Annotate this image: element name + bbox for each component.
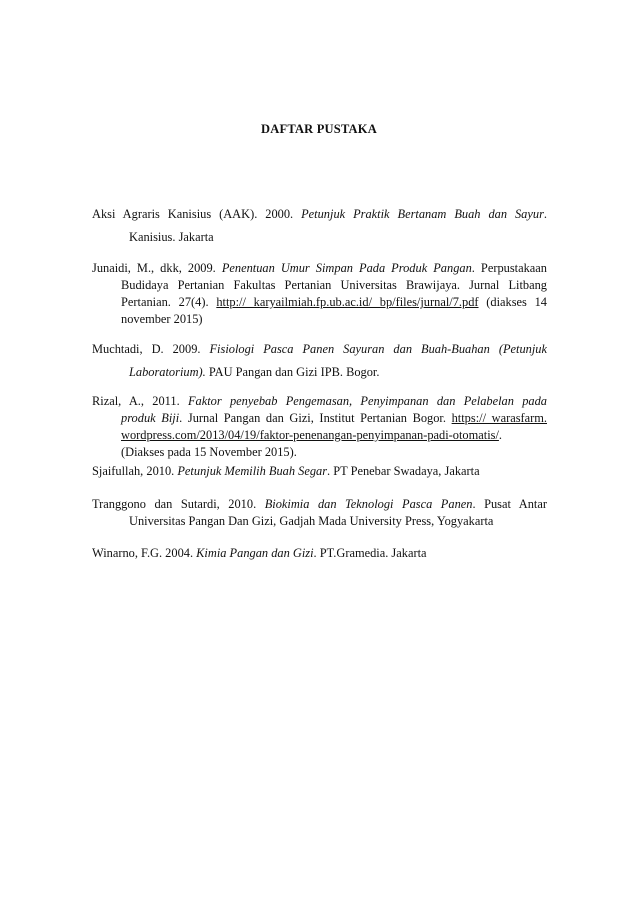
reference-line: Kanisius. Jakarta	[129, 230, 214, 244]
reference-line: Laboratorium). PAU Pangan dan Gizi IPB. Bogor.	[129, 365, 380, 379]
reference-link[interactable]: http:// karyailmiah.fp.ub.ac.id/ bp/files/jurnal/7.pdf	[216, 295, 479, 309]
reference-line: november 2015)	[121, 312, 203, 326]
page-title: DAFTAR PUSTAKA	[261, 122, 377, 136]
reference-entry	[92, 260, 547, 328]
reference-line: wordpress.com/2013/04/19/faktor-penenangan-penyimpanan-padi-otomatis/.	[121, 428, 503, 442]
reference-entry	[92, 496, 547, 530]
reference-line: Pertanian. 27(4). http:// karyailmiah.fp.ub.ac.id/ bp/files/jurnal/7.pdf (diakses 14	[121, 295, 547, 309]
reference-line: Rizal, A., 2011. Faktor penyebab Pengemasan, Penyimpanan dan Pelabelan pada	[92, 394, 547, 408]
reference-line: produk Biji. Jurnal Pangan dan Gizi, Institut Pertanian Bogor. https:// warasfarm.	[121, 411, 547, 425]
reference-link[interactable]: https:// warasfarm.	[451, 411, 547, 425]
reference-line: Universitas Pangan Dan Gizi, Gadjah Mada University Press, Yogyakarta	[129, 514, 494, 528]
reference-line: (Diakses pada 15 November 2015).	[121, 445, 297, 459]
reference-line: Tranggono dan Sutardi, 2010. Biokimia dan Teknologi Pasca Panen. Pusat Antar	[92, 497, 547, 511]
reference-line: Budidaya Pertanian Fakultas Pertanian Universitas Brawijaya. Jurnal Litbang	[121, 278, 547, 292]
reference-entry	[92, 463, 547, 480]
reference-line: Winarno, F.G. 2004. Kimia Pangan dan Gizi. PT.Gramedia. Jakarta	[92, 546, 427, 560]
reference-entry	[92, 545, 547, 562]
reference-link[interactable]: wordpress.com/2013/04/19/faktor-penenangan-penyimpanan-padi-otomatis/	[121, 428, 499, 442]
reference-entry	[92, 393, 547, 461]
reference-line: Sjaifullah, 2010. Petunjuk Memilih Buah Segar. PT Penebar Swadaya, Jakarta	[92, 464, 480, 478]
reference-entry	[92, 341, 547, 381]
reference-line: Junaidi, M., dkk, 2009. Penentuan Umur Simpan Pada Produk Pangan. Perpustakaan	[92, 261, 547, 275]
reference-line: Muchtadi, D. 2009. Fisiologi Pasca Panen Sayuran dan Buah-Buahan (Petunjuk	[92, 342, 547, 356]
reference-entry	[92, 206, 547, 246]
reference-line: Aksi Agraris Kanisius (AAK). 2000. Petunjuk Praktik Bertanam Buah dan Sayur.	[92, 207, 547, 221]
